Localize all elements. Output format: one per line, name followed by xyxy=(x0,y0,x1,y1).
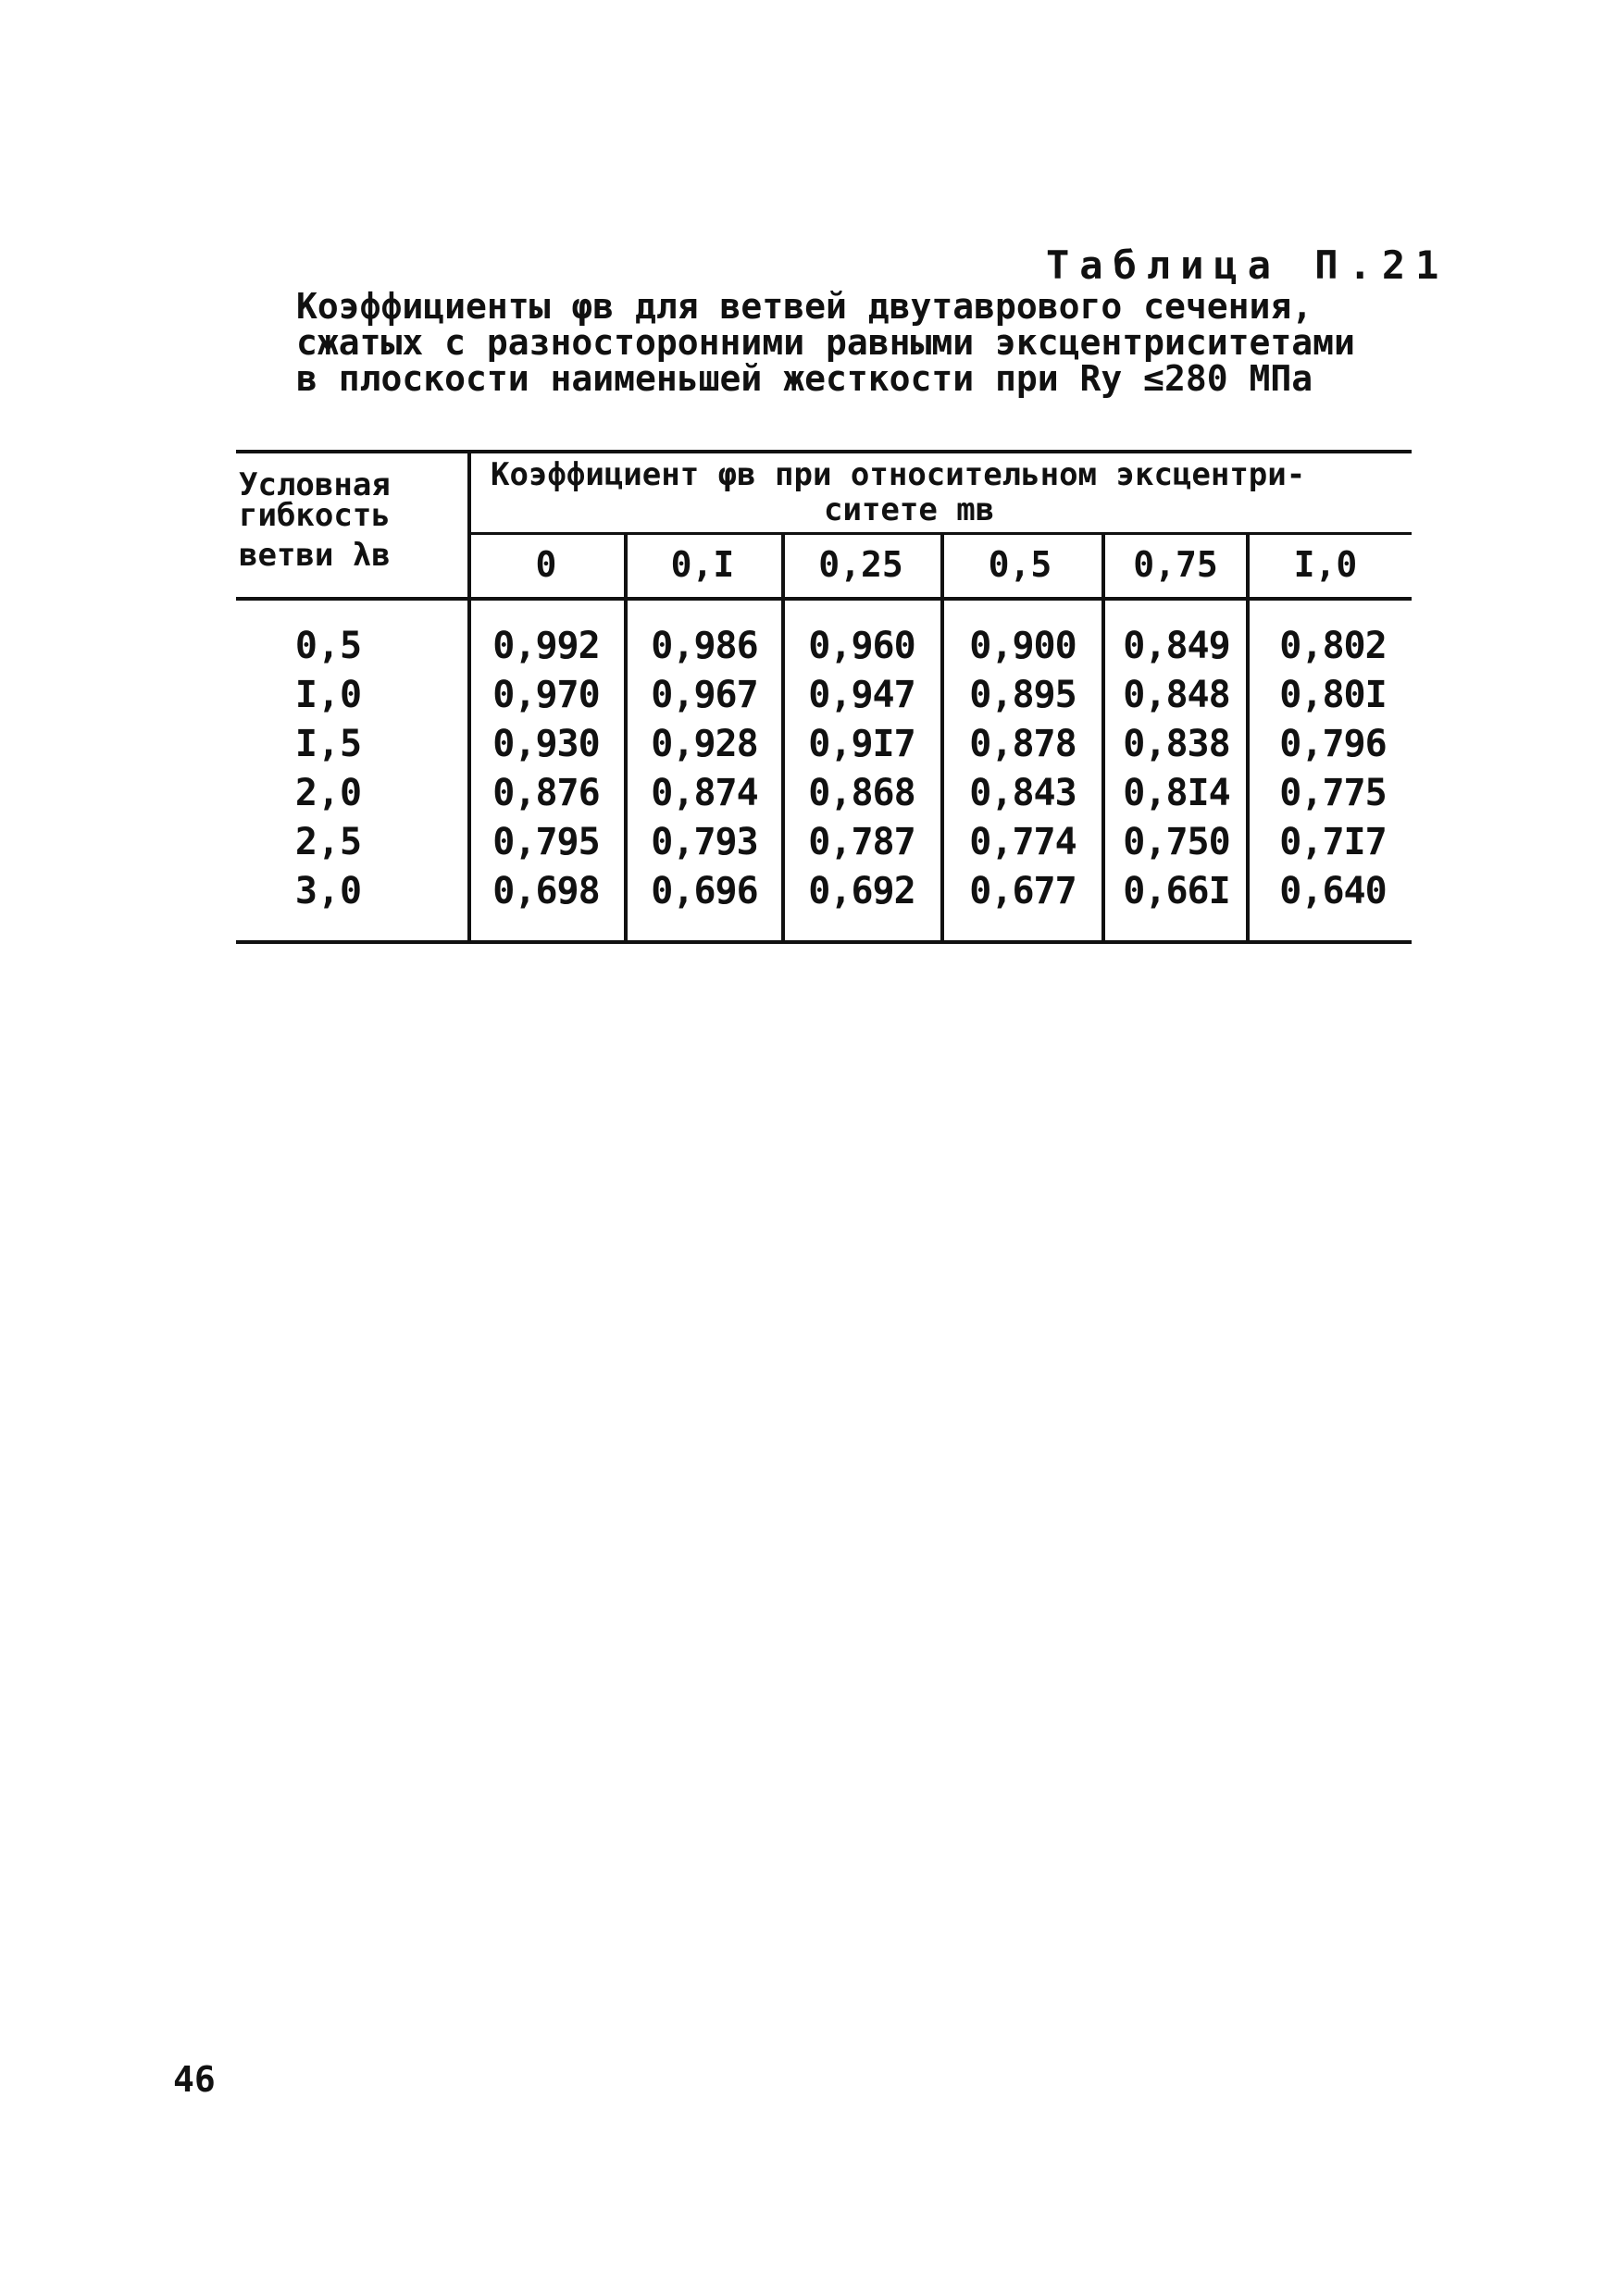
row-header xyxy=(239,466,391,574)
value-column xyxy=(467,622,625,916)
column-header: 0 xyxy=(535,544,557,585)
table-cell: 0,838 xyxy=(1123,723,1230,765)
lambda-value: 2,0 xyxy=(294,772,363,814)
table-cell: 0,849 xyxy=(1123,625,1230,667)
group-header xyxy=(491,456,1306,528)
table-cell: 0,960 xyxy=(808,625,915,667)
group-header-line-1: Коэффициент φв при относительном эксцентри- xyxy=(491,456,1306,493)
table-cell: 0,878 xyxy=(969,723,1077,765)
table-cell: 0,7I7 xyxy=(1279,821,1387,863)
column-header: 0,25 xyxy=(818,544,903,585)
lambda-value: I,0 xyxy=(294,674,363,716)
row-header-line-2: гибкость xyxy=(239,497,391,534)
table-cell: 0,900 xyxy=(969,625,1077,667)
table-cell: 0,677 xyxy=(969,870,1077,912)
table-bottom-rule xyxy=(236,940,1412,944)
table-cell: 0,986 xyxy=(651,625,758,667)
value-column xyxy=(1098,622,1255,916)
table-cell: 0,802 xyxy=(1279,625,1387,667)
group-header-line-2: ситете mв xyxy=(824,491,995,528)
row-header-line-3: ветви λв xyxy=(239,537,391,574)
table-cell: 0,947 xyxy=(808,674,915,716)
header-sub-rule xyxy=(467,532,1412,535)
table-cell: 0,80I xyxy=(1279,674,1387,716)
table-cell: 0,970 xyxy=(492,674,600,716)
table-cell: 0,793 xyxy=(651,821,758,863)
lambda-value: I,5 xyxy=(294,723,363,765)
table-cell: 0,967 xyxy=(651,674,758,716)
value-column xyxy=(783,622,940,916)
column-header: 0,I xyxy=(670,544,735,585)
column-header: I,0 xyxy=(1293,544,1358,585)
table-cell: 0,992 xyxy=(492,625,600,667)
table-top-rule xyxy=(236,450,1412,453)
value-column xyxy=(626,622,783,916)
table-cell: 0,796 xyxy=(1279,723,1387,765)
caption-line-2: сжатых с разносторонними равными эксцентриситетами xyxy=(296,322,1355,363)
value-column xyxy=(1254,622,1412,916)
page-number: 46 xyxy=(173,2059,216,2100)
value-column xyxy=(944,622,1101,916)
table-cell: 0,698 xyxy=(492,870,600,912)
lambda-value: 0,5 xyxy=(294,625,363,667)
caption-line-1: Коэффициенты φв для ветвей двутаврового сечения, xyxy=(296,286,1313,327)
table-caption xyxy=(296,286,1355,399)
row-header-line-1: Условная xyxy=(239,466,391,503)
table-cell: 0,750 xyxy=(1123,821,1230,863)
table-label: Таблица П.21 xyxy=(1046,242,1450,288)
table-cell: 0,66I xyxy=(1123,870,1230,912)
table-cell: 0,874 xyxy=(651,772,758,814)
table-cell: 0,848 xyxy=(1123,674,1230,716)
table-cell: 0,928 xyxy=(651,723,758,765)
table-cell: 0,787 xyxy=(808,821,915,863)
table-cell: 0,930 xyxy=(492,723,600,765)
column-header: 0,5 xyxy=(988,544,1052,585)
table-cell: 0,843 xyxy=(969,772,1077,814)
table-cell: 0,8I4 xyxy=(1123,772,1230,814)
header-bottom-rule xyxy=(236,597,1412,601)
table-cell: 0,868 xyxy=(808,772,915,814)
table-cell: 0,876 xyxy=(492,772,600,814)
table-cell: 0,775 xyxy=(1279,772,1387,814)
column-header: 0,75 xyxy=(1133,544,1218,585)
lambda-value: 2,5 xyxy=(294,821,363,863)
table-cell: 0,774 xyxy=(969,821,1077,863)
table-cell: 0,692 xyxy=(808,870,915,912)
table-cell: 0,895 xyxy=(969,674,1077,716)
table-cell: 0,640 xyxy=(1279,870,1387,912)
caption-line-3: в плоскости наименьшей жесткости при Ry ≤280 МПа xyxy=(296,358,1313,399)
lambda-column xyxy=(236,622,421,916)
table-cell: 0,9I7 xyxy=(808,723,915,765)
table-cell: 0,696 xyxy=(651,870,758,912)
table-cell: 0,795 xyxy=(492,821,600,863)
lambda-value: 3,0 xyxy=(294,870,363,912)
